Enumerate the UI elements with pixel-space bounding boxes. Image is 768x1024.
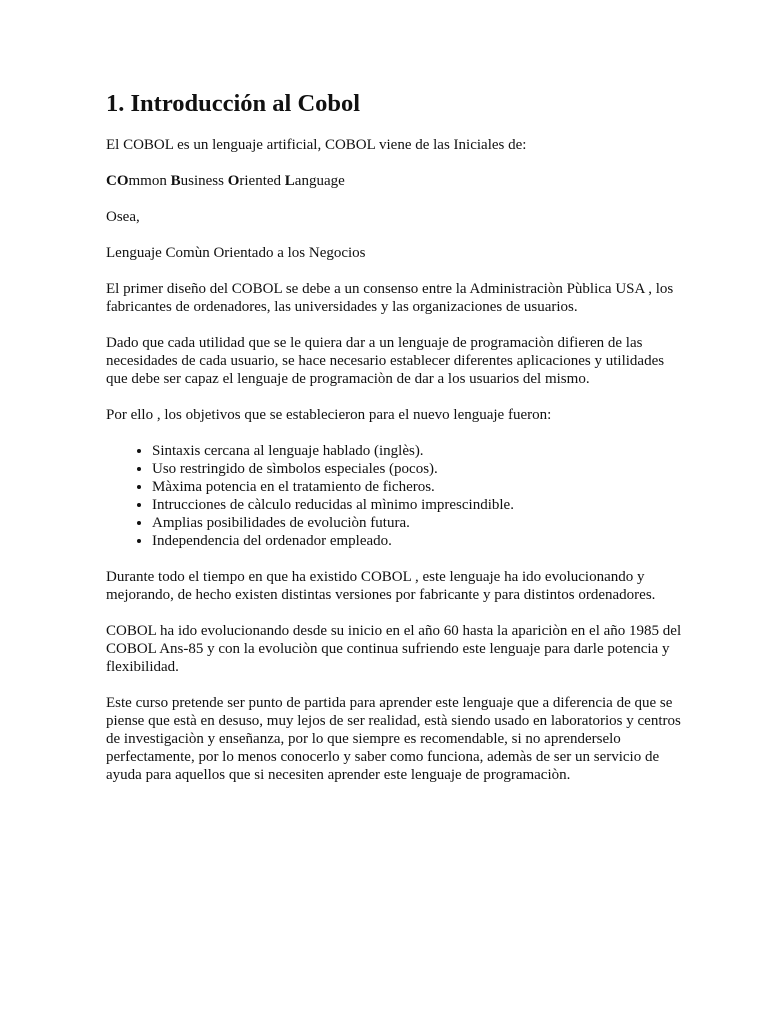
list-item: • Sintaxis cercana al lenguaje hablado (inglès).	[152, 442, 686, 460]
list-item: • Intrucciones de càlculo reducidas al mìnimo imprescindible.	[152, 496, 686, 514]
acronym-bold-2: B	[170, 173, 181, 189]
acronym-rest-1: mmon	[128, 173, 171, 189]
evolving-paragraph: Durante todo el tiempo en que ha existido COBOL , este lenguaje ha ido evolucionando y mejorando, de hecho existen distintas versiones por fabricante y para distintos ordenadores.	[106, 569, 656, 603]
design-paragraph: El primer diseño del COBOL se debe a un consenso entre la Administraciòn Pùblica USA , los fabricantes de ordenadores, las universidades y las organizaciones de usuarios.	[106, 281, 674, 315]
acronym-bold-3: O	[227, 173, 240, 189]
acronym-bold-1: CO	[106, 173, 129, 189]
acronym-rest-2: usiness	[180, 173, 228, 189]
utility-paragraph: Dado que cada utilidad que se le quiera dar a un lenguaje de programaciòn difieren de las necesidades de cada usuario, se hace necesario establecer diferentes aplicaciones y utilidades que debe ser capaz el lenguaje de programaciòn de dar a los usuarios del mismo.	[106, 335, 665, 387]
list-item: • Màxima potencia en el tratamiento de ficheros.	[152, 478, 686, 496]
acronym-rest-4: anguage	[294, 173, 345, 189]
list-item: • Independencia del ordenador empleado.	[152, 532, 686, 550]
course-paragraph: Este curso pretende ser punto de partida para aprender este lenguaje que a diferencia de que se piense que està en desuso, muy lejos de ser realidad, està siendo usado en laboratorios y centros de investigaciòn y enseñanza, por lo que siempre es recomendable, si no aprenderselo perfectamente, por lo menos conocerlo y saber como funciona, ademàs de ser un servicio de ayuda para aquellos que si necesiten aprender este lenguaje de programaciòn.	[106, 695, 681, 783]
osea-paragraph: Osea,	[106, 209, 140, 225]
translation-paragraph: Lenguaje Comùn Orientado a los Negocios	[106, 245, 366, 261]
acronym-bold-4: L	[284, 173, 295, 189]
acronym-rest-3: riented	[239, 173, 285, 189]
page-title: 1. Introducción al Cobol	[106, 90, 361, 117]
objectives-intro: Por ello , los objetivos que se establecieron para el nuevo lenguaje fueron:	[106, 407, 552, 423]
objectives-list	[106, 442, 686, 550]
list-item: • Uso restringido de sìmbolos especiales (pocos).	[152, 460, 686, 478]
list-item: • Amplias posibilidades de evoluciòn futura.	[152, 514, 686, 532]
acronym-line	[106, 172, 686, 190]
intro-paragraph: El COBOL es un lenguaje artificial, COBOL viene de las Iniciales de:	[106, 137, 527, 153]
history-paragraph: COBOL ha ido evolucionando desde su inicio en el año 60 hasta la apariciòn en el año 1985 del COBOL Ans-85 y con la evoluciòn que continua sufriendo este lenguaje para darle potencia y flexibilidad.	[106, 623, 682, 675]
document-page	[106, 88, 686, 802]
